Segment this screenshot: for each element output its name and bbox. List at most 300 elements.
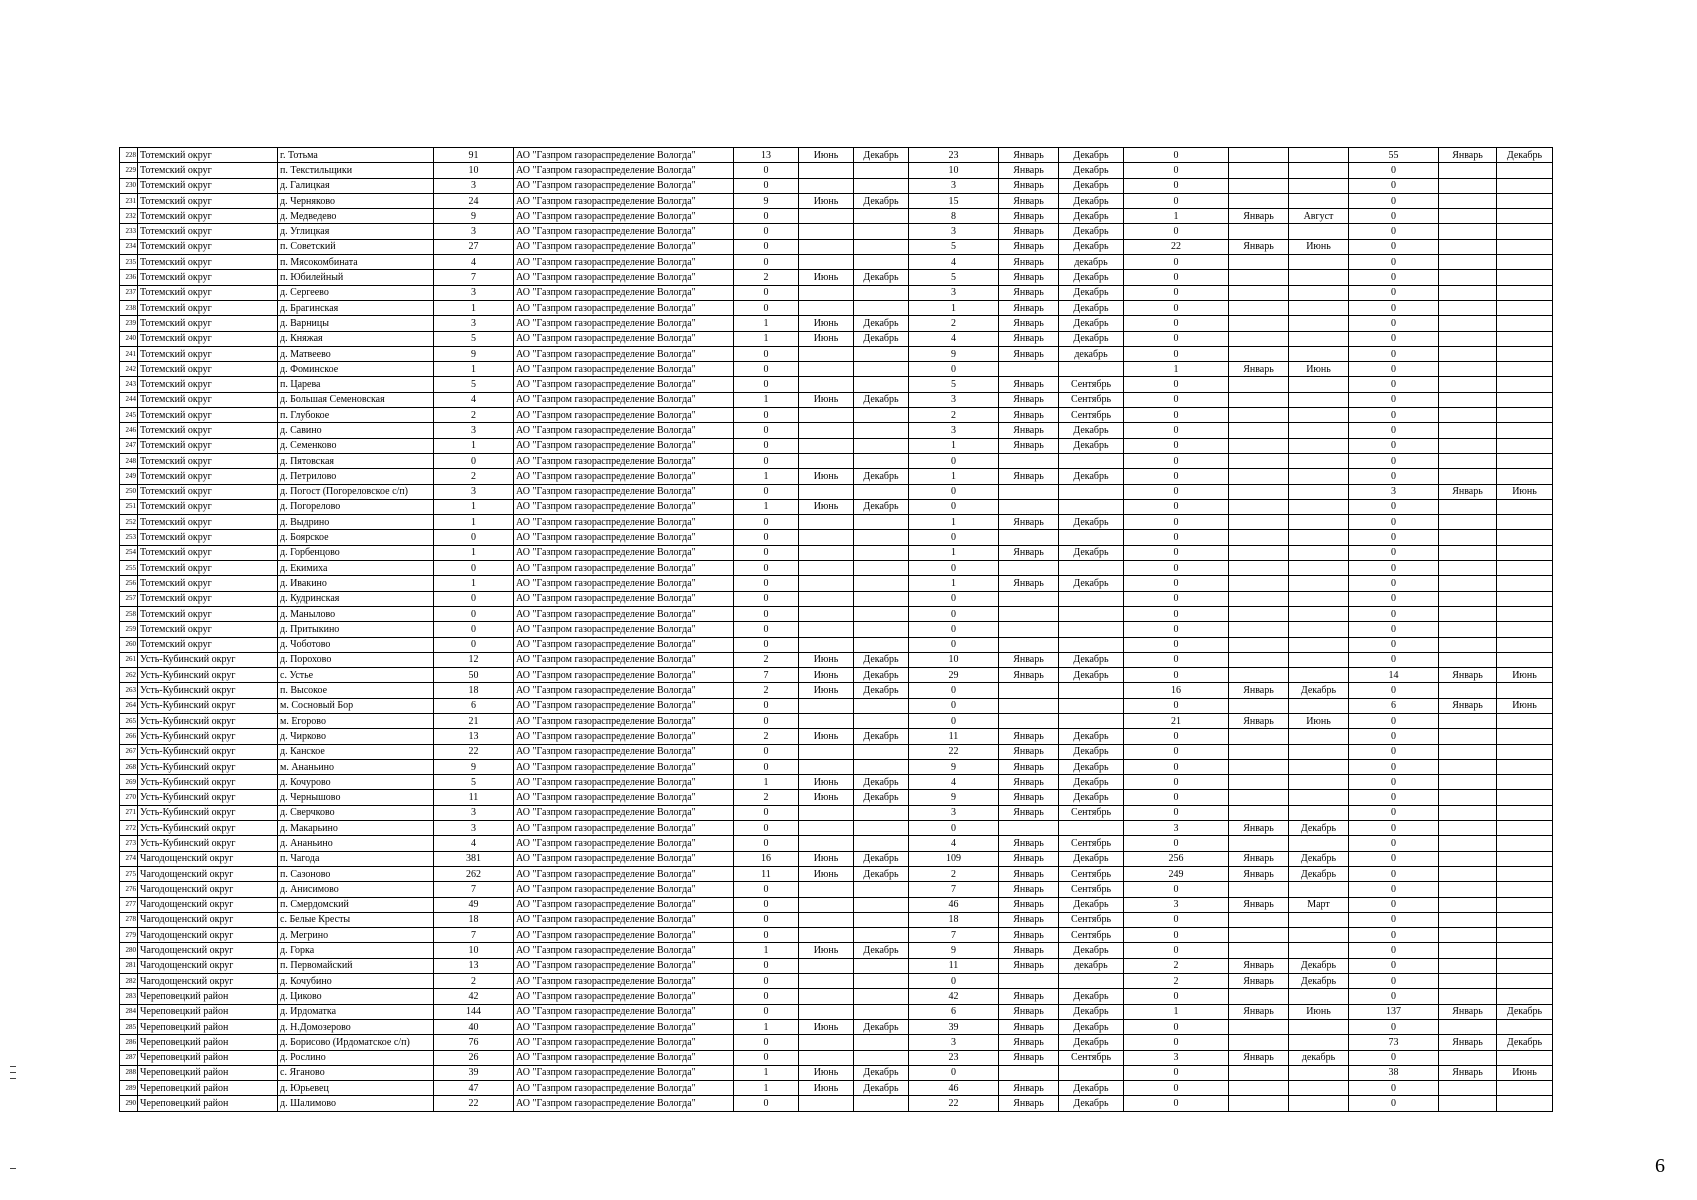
stage4-count-cell: 0 (1349, 515, 1439, 530)
stage4-start-cell (1439, 622, 1497, 637)
total-count-cell: 3 (434, 178, 514, 193)
stage3-end-cell (1289, 346, 1349, 361)
stage4-end-cell (1497, 775, 1553, 790)
settlement-cell: д. Шалимово (278, 1096, 434, 1111)
total-count-cell: 3 (434, 805, 514, 820)
stage2-end-cell: Сентябрь (1059, 882, 1124, 897)
stage2-start-cell (999, 499, 1059, 514)
stage2-count-cell: 0 (909, 362, 999, 377)
stage1-end-cell: Декабрь (854, 683, 909, 698)
organization-cell: АО "Газпром газораспределение Вологда" (514, 713, 734, 728)
stage2-end-cell: Декабрь (1059, 775, 1124, 790)
stage3-end-cell (1289, 1081, 1349, 1096)
stage2-count-cell: 3 (909, 285, 999, 300)
total-count-cell: 4 (434, 392, 514, 407)
total-count-cell: 4 (434, 836, 514, 851)
stage3-start-cell (1229, 775, 1289, 790)
stage3-start-cell (1229, 423, 1289, 438)
stage3-end-cell (1289, 668, 1349, 683)
stage1-end-cell: Декабрь (854, 469, 909, 484)
total-count-cell: 7 (434, 882, 514, 897)
row-number-cell: 264 (120, 698, 138, 713)
stage1-start-cell (799, 591, 854, 606)
stage4-end-cell: Декабрь (1497, 1035, 1553, 1050)
stage4-end-cell (1497, 300, 1553, 315)
stage2-count-cell: 2 (909, 866, 999, 881)
district-cell: Тотемский округ (138, 637, 278, 652)
stage4-end-cell (1497, 270, 1553, 285)
table-row (120, 423, 1553, 438)
stage3-count-cell: 0 (1124, 270, 1229, 285)
district-cell: Тотемский округ (138, 285, 278, 300)
stage4-end-cell (1497, 1081, 1553, 1096)
stage4-start-cell (1439, 499, 1497, 514)
stage3-end-cell (1289, 989, 1349, 1004)
stage3-count-cell: 0 (1124, 392, 1229, 407)
stage4-end-cell (1497, 637, 1553, 652)
stage4-end-cell (1497, 882, 1553, 897)
stage4-count-cell: 0 (1349, 545, 1439, 560)
stage2-start-cell: Январь (999, 866, 1059, 881)
settlement-cell: д. Ананьино (278, 836, 434, 851)
stage4-end-cell (1497, 729, 1553, 744)
stage2-end-cell (1059, 484, 1124, 499)
settlement-cell: д. Рослино (278, 1050, 434, 1065)
stage4-end-cell (1497, 255, 1553, 270)
stage4-end-cell (1497, 515, 1553, 530)
stage2-end-cell: Сентябрь (1059, 377, 1124, 392)
total-count-cell: 10 (434, 163, 514, 178)
stage3-count-cell: 0 (1124, 606, 1229, 621)
stage2-count-cell: 109 (909, 851, 999, 866)
row-number-cell: 282 (120, 974, 138, 989)
table-row (120, 377, 1553, 392)
stage4-end-cell (1497, 438, 1553, 453)
stage4-start-cell (1439, 866, 1497, 881)
stage4-end-cell (1497, 989, 1553, 1004)
row-number-cell: 250 (120, 484, 138, 499)
stage1-count-cell: 0 (734, 606, 799, 621)
stage1-start-cell (799, 545, 854, 560)
stage2-start-cell: Январь (999, 882, 1059, 897)
stage4-start-cell (1439, 836, 1497, 851)
stage3-count-cell: 0 (1124, 561, 1229, 576)
total-count-cell: 26 (434, 1050, 514, 1065)
stage3-count-cell: 0 (1124, 1065, 1229, 1080)
table-row (120, 821, 1553, 836)
stage2-start-cell: Январь (999, 1050, 1059, 1065)
stage1-end-cell: Декабрь (854, 148, 909, 163)
stage1-count-cell: 0 (734, 1050, 799, 1065)
total-count-cell: 13 (434, 729, 514, 744)
stage2-count-cell: 5 (909, 377, 999, 392)
settlement-cell: п. Высокое (278, 683, 434, 698)
district-cell: Тотемский округ (138, 193, 278, 208)
stage4-count-cell: 0 (1349, 622, 1439, 637)
stage3-start-cell (1229, 790, 1289, 805)
stage1-start-cell (799, 224, 854, 239)
stage3-end-cell: Июнь (1289, 713, 1349, 728)
stage3-end-cell (1289, 622, 1349, 637)
stage4-end-cell (1497, 1050, 1553, 1065)
stage2-start-cell (999, 821, 1059, 836)
stage2-count-cell: 39 (909, 1019, 999, 1034)
table-row (120, 652, 1553, 667)
total-count-cell: 22 (434, 744, 514, 759)
settlement-cell: м. Егорово (278, 713, 434, 728)
table-row (120, 453, 1553, 468)
organization-cell: АО "Газпром газораспределение Вологда" (514, 790, 734, 805)
stage2-end-cell: Сентябрь (1059, 392, 1124, 407)
stage2-end-cell: Декабрь (1059, 668, 1124, 683)
stage2-count-cell: 1 (909, 545, 999, 560)
stage3-end-cell (1289, 928, 1349, 943)
stage2-start-cell: Январь (999, 148, 1059, 163)
stage4-start-cell (1439, 912, 1497, 927)
stage1-count-cell: 13 (734, 148, 799, 163)
settlement-cell: д. Сергеево (278, 285, 434, 300)
stage4-end-cell (1497, 285, 1553, 300)
settlement-cell: д. Ивакино (278, 576, 434, 591)
stage3-count-cell: 0 (1124, 545, 1229, 560)
stage1-count-cell: 0 (734, 1096, 799, 1111)
stage3-count-cell: 0 (1124, 729, 1229, 744)
table-row (120, 469, 1553, 484)
stage4-start-cell (1439, 652, 1497, 667)
organization-cell: АО "Газпром газораспределение Вологда" (514, 836, 734, 851)
table-row (120, 316, 1553, 331)
stage1-end-cell (854, 300, 909, 315)
total-count-cell: 1 (434, 300, 514, 315)
stage1-count-cell: 0 (734, 637, 799, 652)
stage4-end-cell (1497, 683, 1553, 698)
stage3-end-cell (1289, 255, 1349, 270)
stage3-end-cell: Декабрь (1289, 866, 1349, 881)
stage4-count-cell: 0 (1349, 255, 1439, 270)
stage2-count-cell: 0 (909, 499, 999, 514)
organization-cell: АО "Газпром газораспределение Вологда" (514, 300, 734, 315)
stage3-end-cell (1289, 423, 1349, 438)
total-count-cell: 0 (434, 622, 514, 637)
total-count-cell: 0 (434, 453, 514, 468)
stage1-end-cell: Декабрь (854, 270, 909, 285)
table-row (120, 530, 1553, 545)
settlement-cell: д. Петрилово (278, 469, 434, 484)
organization-cell: АО "Газпром газораспределение Вологда" (514, 408, 734, 423)
row-number-cell: 244 (120, 392, 138, 407)
row-number-cell: 247 (120, 438, 138, 453)
row-number-cell: 286 (120, 1035, 138, 1050)
stage1-end-cell: Декабрь (854, 392, 909, 407)
settlement-cell: д. Семенково (278, 438, 434, 453)
stage1-count-cell: 0 (734, 713, 799, 728)
organization-cell: АО "Газпром газораспределение Вологда" (514, 346, 734, 361)
row-number-cell: 277 (120, 897, 138, 912)
stage2-end-cell: Декабрь (1059, 178, 1124, 193)
stage1-start-cell (799, 515, 854, 530)
stage2-end-cell: Декабрь (1059, 423, 1124, 438)
stage4-end-cell (1497, 453, 1553, 468)
stage2-start-cell: Январь (999, 423, 1059, 438)
settlement-cell: д. Погост (Погореловское с/п) (278, 484, 434, 499)
stage1-end-cell (854, 958, 909, 973)
settlement-cell: с. Ягановo (278, 1065, 434, 1080)
stage3-count-cell: 249 (1124, 866, 1229, 881)
total-count-cell: 262 (434, 866, 514, 881)
total-count-cell: 40 (434, 1019, 514, 1034)
stage1-count-cell: 0 (734, 591, 799, 606)
stage4-count-cell: 0 (1349, 943, 1439, 958)
stage2-start-cell (999, 698, 1059, 713)
organization-cell: АО "Газпром газораспределение Вологда" (514, 729, 734, 744)
stage4-end-cell (1497, 346, 1553, 361)
district-cell: Тотемский округ (138, 606, 278, 621)
total-count-cell: 22 (434, 1096, 514, 1111)
stage4-start-cell (1439, 882, 1497, 897)
stage2-end-cell: Декабрь (1059, 193, 1124, 208)
stage4-start-cell (1439, 346, 1497, 361)
stage4-end-cell (1497, 652, 1553, 667)
stage1-start-cell (799, 989, 854, 1004)
organization-cell: АО "Газпром газораспределение Вологда" (514, 255, 734, 270)
table-row (120, 576, 1553, 591)
stage1-count-cell: 0 (734, 821, 799, 836)
stage3-start-cell (1229, 545, 1289, 560)
total-count-cell: 3 (434, 484, 514, 499)
total-count-cell: 76 (434, 1035, 514, 1050)
stage4-end-cell (1497, 866, 1553, 881)
stage4-end-cell (1497, 239, 1553, 254)
stage1-count-cell: 2 (734, 683, 799, 698)
row-number-cell: 263 (120, 683, 138, 698)
total-count-cell: 27 (434, 239, 514, 254)
stage4-end-cell (1497, 561, 1553, 576)
table-row (120, 591, 1553, 606)
row-number-cell: 279 (120, 928, 138, 943)
stage4-start-cell (1439, 285, 1497, 300)
settlement-cell: д. Горка (278, 943, 434, 958)
stage2-start-cell: Январь (999, 545, 1059, 560)
stage2-start-cell: Январь (999, 377, 1059, 392)
district-cell: Усть-Кубинский округ (138, 744, 278, 759)
total-count-cell: 12 (434, 652, 514, 667)
stage3-start-cell (1229, 193, 1289, 208)
stage4-end-cell (1497, 331, 1553, 346)
stage1-end-cell: Декабрь (854, 866, 909, 881)
district-cell: Тотемский округ (138, 576, 278, 591)
settlement-cell: д. Циково (278, 989, 434, 1004)
organization-cell: АО "Газпром газораспределение Вологда" (514, 1035, 734, 1050)
stage3-end-cell (1289, 178, 1349, 193)
stage4-end-cell (1497, 759, 1553, 774)
stage3-count-cell: 0 (1124, 285, 1229, 300)
stage3-end-cell: Август (1289, 209, 1349, 224)
stage2-end-cell: Декабрь (1059, 744, 1124, 759)
stage1-count-cell: 2 (734, 270, 799, 285)
stage3-end-cell (1289, 637, 1349, 652)
stage2-start-cell: Январь (999, 943, 1059, 958)
row-number-cell: 235 (120, 255, 138, 270)
stage1-start-cell: Июнь (799, 729, 854, 744)
stage1-start-cell (799, 484, 854, 499)
row-number-cell: 272 (120, 821, 138, 836)
stage1-count-cell: 0 (734, 561, 799, 576)
organization-cell: АО "Газпром газораспределение Вологда" (514, 805, 734, 820)
table-row (120, 928, 1553, 943)
stage4-count-cell: 0 (1349, 790, 1439, 805)
stage2-end-cell: Сентябрь (1059, 928, 1124, 943)
stage3-end-cell (1289, 316, 1349, 331)
stage3-start-cell: Январь (1229, 713, 1289, 728)
total-count-cell: 2 (434, 974, 514, 989)
stage2-end-cell (1059, 622, 1124, 637)
table-row (120, 163, 1553, 178)
stage3-count-cell: 0 (1124, 775, 1229, 790)
settlement-cell: д. Большая Семеновская (278, 392, 434, 407)
stage2-end-cell: Сентябрь (1059, 836, 1124, 851)
stage4-start-cell (1439, 683, 1497, 698)
stage3-end-cell (1289, 515, 1349, 530)
stage1-end-cell: Декабрь (854, 943, 909, 958)
district-cell: Усть-Кубинский округ (138, 790, 278, 805)
stage4-start-cell (1439, 377, 1497, 392)
stage2-start-cell: Январь (999, 316, 1059, 331)
stage2-start-cell: Январь (999, 239, 1059, 254)
stage2-count-cell: 4 (909, 775, 999, 790)
stage1-start-cell (799, 408, 854, 423)
stage1-start-cell: Июнь (799, 148, 854, 163)
stage1-end-cell (854, 744, 909, 759)
settlement-cell: д. Притыкино (278, 622, 434, 637)
stage2-start-cell: Январь (999, 178, 1059, 193)
settlement-cell: д. Углицкая (278, 224, 434, 239)
stage1-end-cell: Декабрь (854, 668, 909, 683)
organization-cell: АО "Газпром газораспределение Вологда" (514, 331, 734, 346)
stage2-count-cell: 1 (909, 515, 999, 530)
row-number-cell: 243 (120, 377, 138, 392)
row-number-cell: 253 (120, 530, 138, 545)
stage2-start-cell: Январь (999, 912, 1059, 927)
stage3-end-cell (1289, 805, 1349, 820)
total-count-cell: 381 (434, 851, 514, 866)
stage2-end-cell: Декабрь (1059, 270, 1124, 285)
stage3-start-cell: Январь (1229, 974, 1289, 989)
stage1-start-cell (799, 1050, 854, 1065)
stage2-end-cell (1059, 713, 1124, 728)
stage1-end-cell (854, 989, 909, 1004)
table-row (120, 362, 1553, 377)
table-row (120, 148, 1553, 163)
stage3-start-cell (1229, 591, 1289, 606)
stage3-end-cell (1289, 193, 1349, 208)
stage3-count-cell: 0 (1124, 912, 1229, 927)
organization-cell: АО "Газпром газораспределение Вологда" (514, 224, 734, 239)
table-row (120, 622, 1553, 637)
district-cell: Тотемский округ (138, 545, 278, 560)
stage3-count-cell: 0 (1124, 224, 1229, 239)
table-row (120, 637, 1553, 652)
settlement-cell: д. Юрьевец (278, 1081, 434, 1096)
table-row (120, 1096, 1553, 1111)
stage3-start-cell: Январь (1229, 362, 1289, 377)
stage4-count-cell: 0 (1349, 224, 1439, 239)
table-row (120, 775, 1553, 790)
district-cell: Череповецкий район (138, 1050, 278, 1065)
stage4-end-cell (1497, 821, 1553, 836)
settlement-cell: п. Смердомский (278, 897, 434, 912)
stage3-start-cell (1229, 1081, 1289, 1096)
stage1-end-cell (854, 897, 909, 912)
stage1-count-cell: 0 (734, 438, 799, 453)
stage1-count-cell: 0 (734, 362, 799, 377)
table-row (120, 882, 1553, 897)
stage3-end-cell (1289, 882, 1349, 897)
stage3-start-cell (1229, 928, 1289, 943)
stage1-end-cell: Декабрь (854, 499, 909, 514)
stage4-count-cell: 0 (1349, 775, 1439, 790)
stage3-end-cell (1289, 484, 1349, 499)
stage2-end-cell: Сентябрь (1059, 912, 1124, 927)
stage1-count-cell: 7 (734, 668, 799, 683)
settlement-cell: п. Текстильщики (278, 163, 434, 178)
settlement-cell: д. Фоминское (278, 362, 434, 377)
total-count-cell: 3 (434, 423, 514, 438)
stage3-start-cell (1229, 943, 1289, 958)
stage3-end-cell: Декабрь (1289, 974, 1349, 989)
stage2-count-cell: 1 (909, 469, 999, 484)
stage2-start-cell: Январь (999, 285, 1059, 300)
row-number-cell: 242 (120, 362, 138, 377)
stage4-start-cell (1439, 1081, 1497, 1096)
stage3-count-cell: 0 (1124, 331, 1229, 346)
stage2-end-cell: Декабрь (1059, 1081, 1124, 1096)
stage1-start-cell (799, 912, 854, 927)
stage4-end-cell (1497, 224, 1553, 239)
stage1-start-cell (799, 821, 854, 836)
table-row (120, 178, 1553, 193)
district-cell: Чагодощенский округ (138, 912, 278, 927)
stage2-end-cell: Сентябрь (1059, 866, 1124, 881)
stage1-start-cell (799, 377, 854, 392)
organization-cell: АО "Газпром газораспределение Вологда" (514, 316, 734, 331)
stage4-count-cell: 0 (1349, 1081, 1439, 1096)
stage4-end-cell (1497, 790, 1553, 805)
stage3-start-cell (1229, 255, 1289, 270)
row-number-cell: 289 (120, 1081, 138, 1096)
stage3-count-cell: 0 (1124, 652, 1229, 667)
stage1-start-cell: Июнь (799, 851, 854, 866)
stage4-start-cell: Январь (1439, 1065, 1497, 1080)
stage2-end-cell: Декабрь (1059, 469, 1124, 484)
stage3-start-cell: Январь (1229, 897, 1289, 912)
stage2-start-cell (999, 1065, 1059, 1080)
row-number-cell: 239 (120, 316, 138, 331)
stage2-end-cell: декабрь (1059, 255, 1124, 270)
row-number-cell: 236 (120, 270, 138, 285)
stage3-end-cell (1289, 224, 1349, 239)
row-number-cell: 266 (120, 729, 138, 744)
table-row (120, 224, 1553, 239)
stage2-end-cell: Декабрь (1059, 576, 1124, 591)
table-row (120, 974, 1553, 989)
stage3-count-cell: 0 (1124, 790, 1229, 805)
stage4-count-cell: 0 (1349, 270, 1439, 285)
total-count-cell: 9 (434, 346, 514, 361)
stage4-count-cell: 0 (1349, 683, 1439, 698)
row-number-cell: 278 (120, 912, 138, 927)
settlement-cell: д. Матвеево (278, 346, 434, 361)
stage4-start-cell (1439, 790, 1497, 805)
